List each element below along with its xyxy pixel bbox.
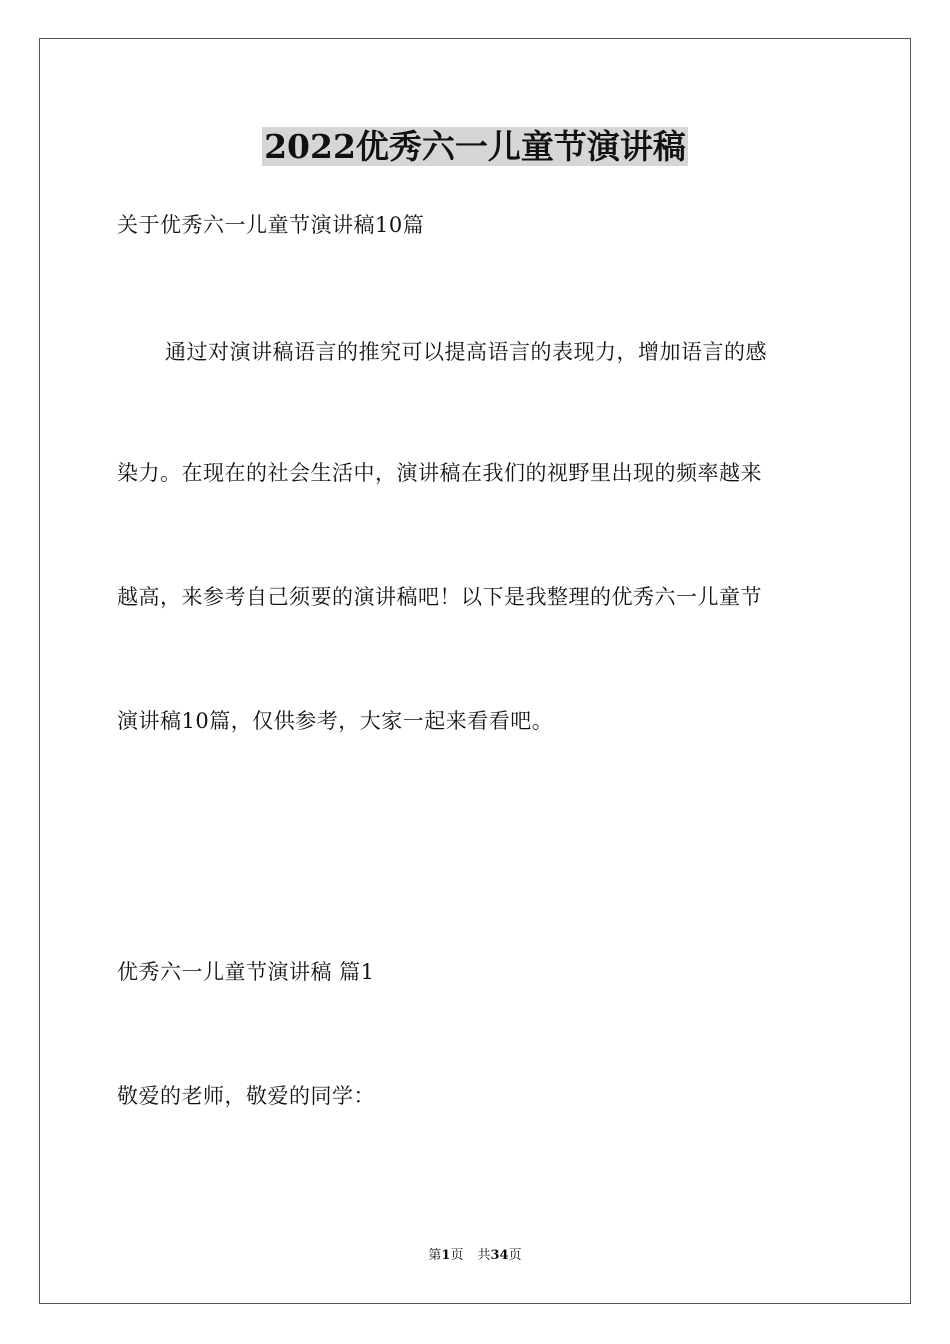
document-title [0,125,950,169]
page-footer [0,1247,950,1265]
footer-page-suffix: 页 [450,1248,464,1263]
intro-line-3: 越高，来参考自己须要的演讲稿吧！以下是我整理的优秀六一儿童节 [117,585,762,609]
footer-total-pages: 34 [490,1248,509,1263]
footer-page-number: 1 [441,1248,451,1263]
section-heading: 优秀六一儿童节演讲稿 篇1 [117,960,375,984]
footer-total-suffix: 页 [508,1248,522,1263]
salutation: 敬爱的老师，敬爱的同学： [117,1084,375,1108]
intro-line-2: 染力。在现在的社会生活中，演讲稿在我们的视野里出现的频率越来 [117,461,762,485]
intro-line-4: 演讲稿10篇，仅供参考，大家一起来看看吧。 [117,709,554,733]
intro-line-1: 通过对演讲稿语言的推究可以提高语言的表现力，增加语言的感 [165,340,767,364]
footer-total-prefix: 共 [477,1248,491,1263]
document-subtitle: 关于优秀六一儿童节演讲稿10篇 [117,213,425,237]
footer-page-prefix: 第 [428,1248,442,1263]
document-title-text: 2022优秀六一儿童节演讲稿 [264,127,686,166]
